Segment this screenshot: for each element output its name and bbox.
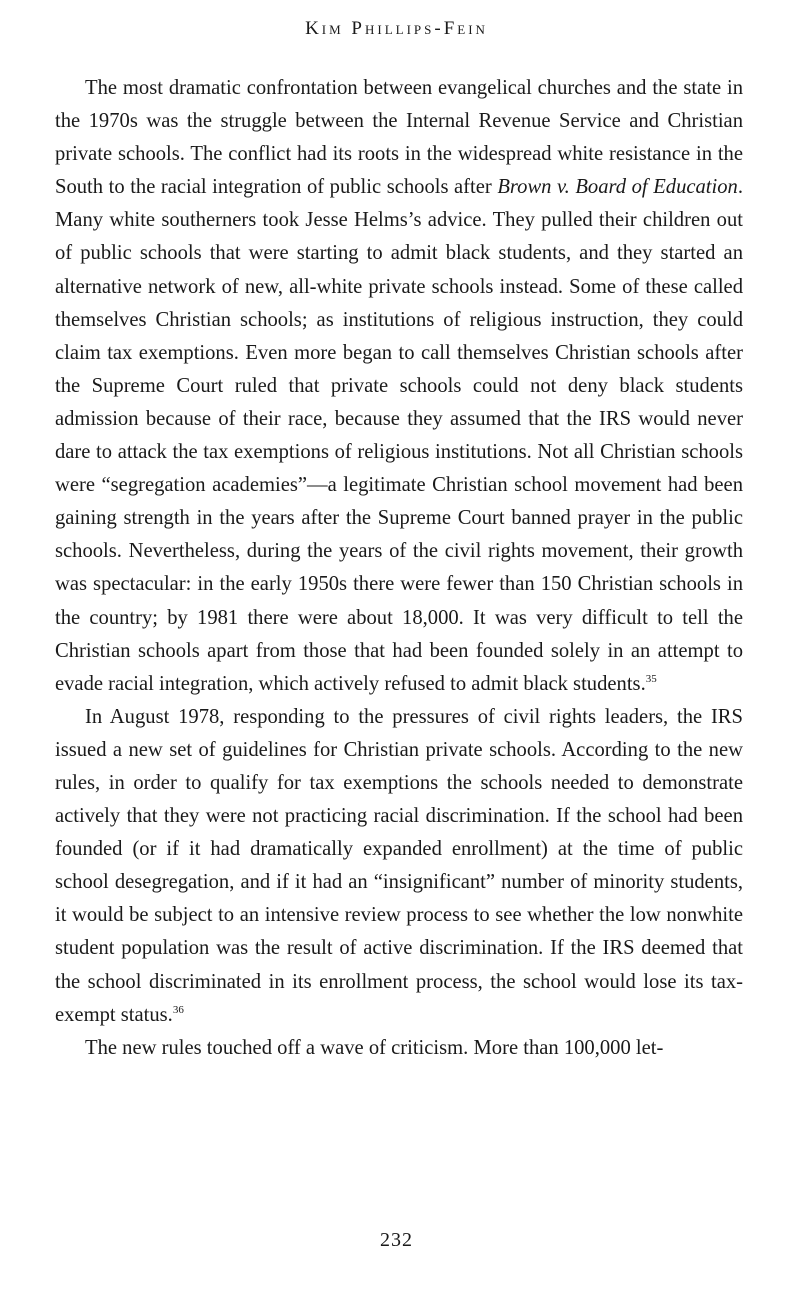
running-head: Kim Phillips-Fein — [305, 18, 488, 39]
page-number: 232 — [380, 1229, 413, 1251]
text-run: The new rules touched off a wave of criticism. More than 100,000 let- — [85, 1036, 664, 1059]
body-text — [55, 72, 743, 1065]
text-run: The most dramatic confrontation between evangelical churches and the state in the 1970s was the struggle between the Internal Revenue Service and Christian private schools. The conflict had its roots in the widespread white resistance in the South to the racial integration of public schools after — [55, 77, 743, 199]
paragraph — [55, 1032, 743, 1065]
paragraph — [55, 701, 743, 1032]
footnote-ref: 36 — [172, 1003, 184, 1016]
footnote-ref: 35 — [645, 672, 657, 685]
paragraph — [55, 72, 743, 701]
italic-title: Brown v. Board of Education — [497, 176, 738, 199]
text-run: In August 1978, responding to the pressures of civil rights leaders, the IRS issued a new set of guidelines for Christian private schools. According to the new rules, in order to qualify for tax exemptions the schools needed to demonstrate actively that they were not practicing racial discrimination. If the school had been founded (or if it had dramatically expanded enrollment) at the time of public school desegregation, and if it had an “insignificant” number of minority students, it would be subject to an intensive review process to see whether the low nonwhite student population was the result of active discrimination. If the IRS deemed that the school discriminated in its enrollment process, the school would lose its tax-exempt status. — [55, 705, 743, 1026]
text-run: . Many white southerners took Jesse Helms’s advice. They pulled their children out of public schools that were starting to admit black students, and they started an alternative network of new, all-white private schools instead. Some of these called themselves Christian schools; as institutions of religious instruction, they could claim tax exemptions. Even more began to call themselves Christian schools after the Supreme Court ruled that private schools could not deny black students admission because of their race, because they assumed that the IRS would never dare to attack the tax exemptions of religious institutions. Not all Christian schools were “segregation academies”—a legitimate Christian school movement had been gaining strength in the years after the Supreme Court banned prayer in the public schools. Nevertheless, during the years of the civil rights movement, their growth was spectacular: in the early 1950s there were fewer than 150 Christian schools in the country; by 1981 there were about 18,000. It was very difficult to tell the Christian schools apart from those that had been founded solely in an attempt to evade racial integration, which actively refused to admit black students. — [55, 176, 743, 695]
